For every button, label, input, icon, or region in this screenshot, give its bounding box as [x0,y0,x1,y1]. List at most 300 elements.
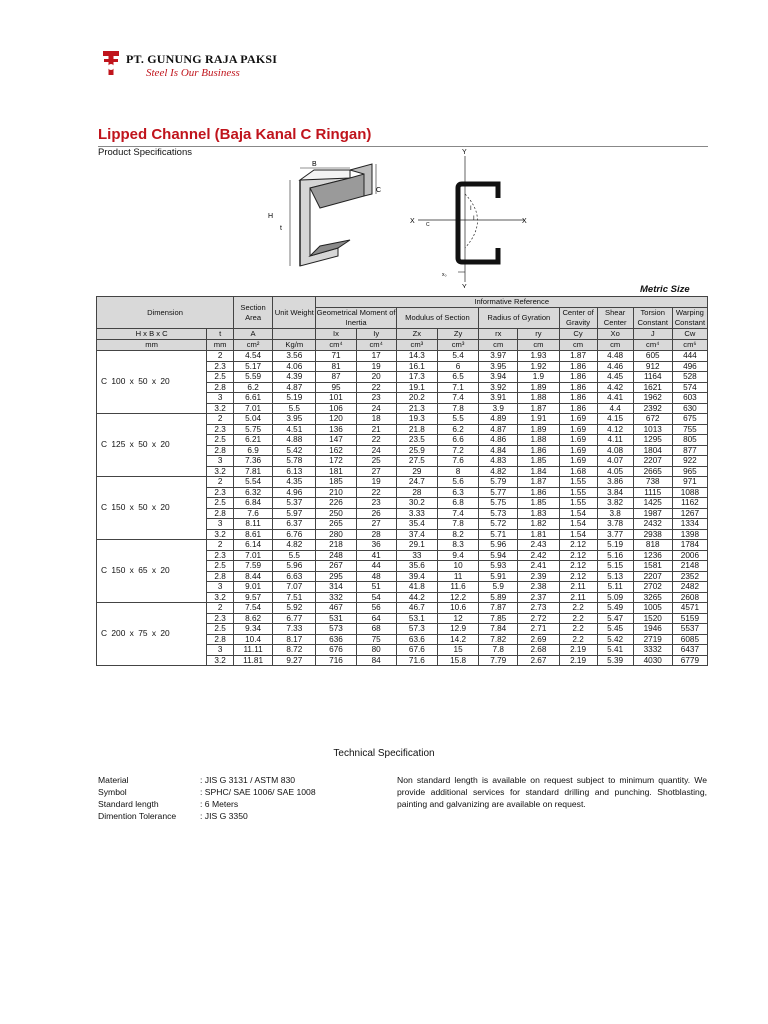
label-iy: I [473,216,475,222]
table-cell: 10 [437,561,478,572]
table-cell: 5.41 [597,645,633,656]
table-cell: 20.2 [396,393,437,404]
table-cell: 3.2 [207,655,234,666]
spec-row-standard-length [98,798,316,810]
header-cy: Cy [559,329,597,340]
table-cell: 4.48 [597,351,633,362]
table-cell: 1425 [633,498,672,509]
table-cell: 2719 [633,634,672,645]
table-cell: 7.8 [437,519,478,530]
table-cell: 67.6 [396,645,437,656]
table-cell: 1784 [672,540,707,551]
table-cell: 2 [207,540,234,551]
table-cell: 17 [356,351,396,362]
table-cell: 22 [356,435,396,446]
table-cell: 3.82 [597,498,633,509]
table-cell: 1.54 [559,508,597,519]
table-cell: 21.3 [396,403,437,414]
table-cell: 57.3 [396,624,437,635]
table-cell: 2.43 [518,540,559,551]
spec-row-tolerance [98,810,316,822]
table-cell: 4.82 [479,466,518,477]
table-cell: 818 [633,540,672,551]
table-cell: 295 [316,571,356,582]
specification-table [96,296,708,666]
table-cell: 6.6 [437,435,478,446]
table-cell: 1.69 [559,435,597,446]
table-cell: 1236 [633,550,672,561]
table-cell: 1962 [633,393,672,404]
table-cell: 20 [356,372,396,383]
table-cell: 755 [672,424,707,435]
table-cell: 3.78 [597,519,633,530]
table-cell: 4030 [633,655,672,666]
unit-kgm: Kg/m [273,340,316,351]
table-cell: 17.3 [396,372,437,383]
table-cell: 4.96 [273,487,316,498]
table-cell: 2.3 [207,613,234,624]
table-cell: 11.81 [234,655,273,666]
table-cell: 603 [672,393,707,404]
table-cell: 5.5 [273,403,316,414]
table-cell: 2.68 [518,645,559,656]
table-cell: 5.77 [479,487,518,498]
table-cell: 15 [437,645,478,656]
table-cell: 36 [356,540,396,551]
table-cell: 2.12 [559,571,597,582]
table-cell: 3.97 [479,351,518,362]
table-cell: 30.2 [396,498,437,509]
table-cell: 11.6 [437,582,478,593]
table-cell: 6 [437,361,478,372]
table-cell: 181 [316,466,356,477]
table-cell: 2.3 [207,361,234,372]
table-cell: 3.9 [479,403,518,414]
table-cell: 3 [207,582,234,593]
table-cell: 2.3 [207,550,234,561]
table-cell: 3.2 [207,529,234,540]
table-cell: 573 [316,624,356,635]
header-ry: ry [518,329,559,340]
table-cell: 37.4 [396,529,437,540]
table-cell: 1.81 [518,529,559,540]
table-cell: 280 [316,529,356,540]
technical-spec-title: Technical Specification [333,748,435,759]
axis-x-right: X [522,218,527,225]
table-cell: 5.89 [479,592,518,603]
table-cell: 64 [356,613,396,624]
table-cell: 5.37 [273,498,316,509]
table-cell: 5.59 [234,372,273,383]
header-zx: Zx [396,329,437,340]
header-t: t [207,329,234,340]
table-cell: 250 [316,508,356,519]
table-cell: 971 [672,477,707,488]
header-unit-weight: Unit Weight [273,297,316,329]
table-cell: 1.55 [559,498,597,509]
table-cell: 2.2 [559,613,597,624]
table-cell: 2.8 [207,571,234,582]
table-cell: 1.88 [518,435,559,446]
table-cell: 672 [633,414,672,425]
table-cell: 605 [633,351,672,362]
table-row [97,477,708,488]
table-cell: 7.8 [437,403,478,414]
company-tagline: Steel Is Our Business [146,67,240,79]
table-cell: 25 [356,456,396,467]
table-cell: 35.6 [396,561,437,572]
table-cell: 4.89 [479,414,518,425]
table-cell: 8.3 [437,540,478,551]
table-cell: 1.86 [559,393,597,404]
table-cell: 29 [396,466,437,477]
table-cell: 18 [356,414,396,425]
company-logo-icon [102,50,120,76]
table-cell: 1115 [633,487,672,498]
table-cell: 1.86 [559,372,597,383]
unit-cm3: cm³ [396,340,437,351]
header-blank [273,329,316,340]
table-cell: 1334 [672,519,707,530]
table-cell: 7.79 [479,655,518,666]
table-cell: 2938 [633,529,672,540]
table-cell: 2.37 [518,592,559,603]
table-cell: 5.15 [597,561,633,572]
table-cell: 87 [316,372,356,383]
table-cell: 5.96 [273,561,316,572]
unit-cm3: cm³ [437,340,478,351]
table-cell: 2.72 [518,613,559,624]
table-cell: 496 [672,361,707,372]
table-cell: 1088 [672,487,707,498]
table-cell: 5.79 [479,477,518,488]
table-cell: 7.01 [234,550,273,561]
unit-mm: mm [207,340,234,351]
label-h: H [268,213,274,220]
table-cell: 1.83 [518,508,559,519]
table-cell: 136 [316,424,356,435]
table-cell: 7.33 [273,624,316,635]
table-cell: 2.5 [207,624,234,635]
table-cell: 21 [356,424,396,435]
table-cell: 2.3 [207,424,234,435]
table-cell: 2482 [672,582,707,593]
table-cell: 4.83 [479,456,518,467]
table-cell: 23.5 [396,435,437,446]
table-cell: 4.08 [597,445,633,456]
table-cell: 2.71 [518,624,559,635]
table-body [97,351,708,666]
table-cell: 5.75 [479,498,518,509]
table-cell: 4.15 [597,414,633,425]
table-cell: 2 [207,414,234,425]
dimension-cell: C 150 x 65 x 20 [97,540,207,603]
table-cell: 2 [207,477,234,488]
table-cell: 2.38 [518,582,559,593]
table-cell: 51 [356,582,396,593]
table-cell: 5.42 [273,445,316,456]
table-cell: 1.55 [559,487,597,498]
table-cell: 5.91 [479,571,518,582]
table-cell: 7.8 [479,645,518,656]
table-cell: 101 [316,393,356,404]
table-cell: 5.94 [479,550,518,561]
table-cell: 8.61 [234,529,273,540]
header-center-gravity: Center of Gravity [559,308,597,329]
table-cell: 3332 [633,645,672,656]
table-cell: 2392 [633,403,672,414]
table-cell: 6.8 [437,498,478,509]
table-cell: 1.69 [559,424,597,435]
table-cell: 5.19 [273,393,316,404]
table-cell: 2.3 [207,487,234,498]
table-cell: 630 [672,403,707,414]
spec-value: : JIS G 3131 / ASTM 830 [200,775,296,785]
table-cell: 6085 [672,634,707,645]
table-cell: 11.11 [234,645,273,656]
table-cell: 1.89 [518,424,559,435]
label-cx: C [426,222,430,228]
table-cell: 1.89 [518,382,559,393]
table-cell: 3.2 [207,403,234,414]
table-cell: 9.34 [234,624,273,635]
table-cell: 210 [316,487,356,498]
table-cell: 2.73 [518,603,559,614]
table-cell: 3.2 [207,466,234,477]
table-cell: 7.07 [273,582,316,593]
table-cell: 2.5 [207,498,234,509]
spec-value: : 6 Meters [200,799,239,809]
table-cell: 1.91 [518,414,559,425]
header-radius: Radius of Gyration [479,308,559,329]
table-cell: 5.47 [597,613,633,624]
table-cell: 29.1 [396,540,437,551]
table-cell: 1.54 [559,529,597,540]
header-section-area: Section Area [234,297,273,329]
table-cell: 75 [356,634,396,645]
label-c: C [376,187,382,194]
table-cell: 5.5 [437,414,478,425]
table-cell: 22 [356,382,396,393]
table-cell: 1.55 [559,477,597,488]
table-cell: 3.92 [479,382,518,393]
table-cell: 1.86 [518,445,559,456]
table-cell: 44 [356,561,396,572]
table-row [97,351,708,362]
table-cell: 2.5 [207,435,234,446]
table-cell: 5.73 [479,508,518,519]
table-cell: 8 [437,466,478,477]
table-cell: 4.87 [273,382,316,393]
table-cell: 2.42 [518,550,559,561]
table-cell: 2207 [633,571,672,582]
table-cell: 1.69 [559,445,597,456]
table-cell: 24 [356,403,396,414]
table-cell: 35.4 [396,519,437,530]
table-cell: 5.17 [234,361,273,372]
table-cell: 2.8 [207,634,234,645]
unit-mm: mm [97,340,207,351]
header-ix: Ix [316,329,356,340]
table-cell: 8.72 [273,645,316,656]
table-cell: 1.68 [559,466,597,477]
table-cell: 4.54 [234,351,273,362]
table-cell: 12.2 [437,592,478,603]
table-cell: 3.33 [396,508,437,519]
table-cell: 5.96 [479,540,518,551]
table-cell: 9.57 [234,592,273,603]
table-cell: 314 [316,582,356,593]
spec-row-material [98,774,316,786]
table-cell: 3265 [633,592,672,603]
table-cell: 738 [633,477,672,488]
table-cell: 27.5 [396,456,437,467]
table-cell: 1.87 [559,351,597,362]
table-cell: 28 [396,487,437,498]
table-cell: 636 [316,634,356,645]
table-cell: 3.86 [597,477,633,488]
table-cell: 24.7 [396,477,437,488]
table-cell: 3 [207,393,234,404]
table-cell: 4.39 [273,372,316,383]
table-cell: 922 [672,456,707,467]
table-cell: 1520 [633,613,672,624]
table-cell: 2.5 [207,561,234,572]
table-cell: 5.04 [234,414,273,425]
table-cell: 4.4 [597,403,633,414]
header-torsion: Torsion Constant [633,308,672,329]
technical-spec-list [98,774,316,822]
table-cell: 5.39 [597,655,633,666]
spec-label: Dimention Tolerance [98,811,177,821]
table-cell: 265 [316,519,356,530]
table-cell: 6437 [672,645,707,656]
table-cell: 26 [356,508,396,519]
spec-label: Standard length [98,799,159,809]
spec-row-symbol [98,786,316,798]
table-cell: 7.6 [437,456,478,467]
table-cell: 6.13 [273,466,316,477]
page-subtitle: Product Specifications [98,147,192,158]
table-cell: 3.8 [597,508,633,519]
table-cell: 33 [396,550,437,561]
table-cell: 4.07 [597,456,633,467]
table-cell: 7.54 [234,603,273,614]
header-xo: Xo [597,329,633,340]
table-cell: 14.2 [437,634,478,645]
table-cell: 2432 [633,519,672,530]
table-cell: 4.87 [479,424,518,435]
unit-cm4: cm⁴ [633,340,672,351]
table-cell: 5.78 [273,456,316,467]
table-cell: 5.75 [234,424,273,435]
table-cell: 5.49 [597,603,633,614]
header-iy: Iy [356,329,396,340]
table-cell: 2702 [633,582,672,593]
table-cell: 7.81 [234,466,273,477]
table-cell: 5.13 [597,571,633,582]
dimension-cell: C 125 x 50 x 20 [97,414,207,477]
table-cell: 6.14 [234,540,273,551]
table-cell: 106 [316,403,356,414]
spec-value: : SPHC/ SAE 1006/ SAE 1008 [200,787,316,797]
table-cell: 27 [356,466,396,477]
table-cell: 2.67 [518,655,559,666]
table-cell: 2.41 [518,561,559,572]
metric-size-label: Metric Size [640,284,690,295]
table-cell: 1.87 [518,403,559,414]
table-cell: 1.86 [559,403,597,414]
table-cell: 5.42 [597,634,633,645]
table-cell: 805 [672,435,707,446]
table-cell: 4.88 [273,435,316,446]
header-geometrical: Geometrical Moment of Inertia [316,308,396,327]
table-cell: 19 [356,477,396,488]
table-cell: 4.12 [597,424,633,435]
axis-y-top: Y [462,149,467,156]
table-cell: 7.87 [479,603,518,614]
table-cell: 5.09 [597,592,633,603]
table-cell: 6.32 [234,487,273,498]
table-cell: 2608 [672,592,707,603]
table-cell: 172 [316,456,356,467]
table-cell: 2 [207,351,234,362]
table-cell: 4.11 [597,435,633,446]
unit-cm6: cm⁶ [672,340,707,351]
table-cell: 2 [207,603,234,614]
table-cell: 8.62 [234,613,273,624]
header-modulus: Modulus of Section [396,308,478,329]
table-cell: 5.5 [273,550,316,561]
table-cell: 3.95 [479,361,518,372]
table-cell: 1.93 [518,351,559,362]
dimension-cell: C 100 x 50 x 20 [97,351,207,414]
header-rx: rx [479,329,518,340]
table-cell: 4.86 [479,435,518,446]
table-cell: 5.45 [597,624,633,635]
table-cell: 7.59 [234,561,273,572]
table-cell: 7.4 [437,508,478,519]
table-cell: 531 [316,613,356,624]
table-cell: 4.41 [597,393,633,404]
table-cell: 6.3 [437,487,478,498]
dimension-cell: C 200 x 75 x 20 [97,603,207,666]
table-cell: 4.45 [597,372,633,383]
table-cell: 25.9 [396,445,437,456]
table-cell: 6.2 [234,382,273,393]
header-a: A [234,329,273,340]
table-cell: 716 [316,655,356,666]
table-cell: 877 [672,445,707,456]
table-cell: 2.11 [559,592,597,603]
table-cell: 6.2 [437,424,478,435]
channel-3d-illustration [290,164,376,266]
technical-notes: Non standard length is available on request subject to minimum quantity. We provide additional services for standard drilling and punching. Shotblasting, painting and galvanizing are available on request. [397,775,707,809]
table-cell: 218 [316,540,356,551]
table-cell: 1.87 [518,477,559,488]
table-cell: 6.84 [234,498,273,509]
table-cell: 10.4 [234,634,273,645]
table-cell: 5.4 [437,351,478,362]
table-cell: 120 [316,414,356,425]
unit-cm: cm [518,340,559,351]
table-cell: 1.85 [518,498,559,509]
table-cell: 1.86 [559,382,597,393]
table-cell: 1.82 [518,519,559,530]
table-cell: 46.7 [396,603,437,614]
table-cell: 5.16 [597,550,633,561]
table-cell: 2352 [672,571,707,582]
